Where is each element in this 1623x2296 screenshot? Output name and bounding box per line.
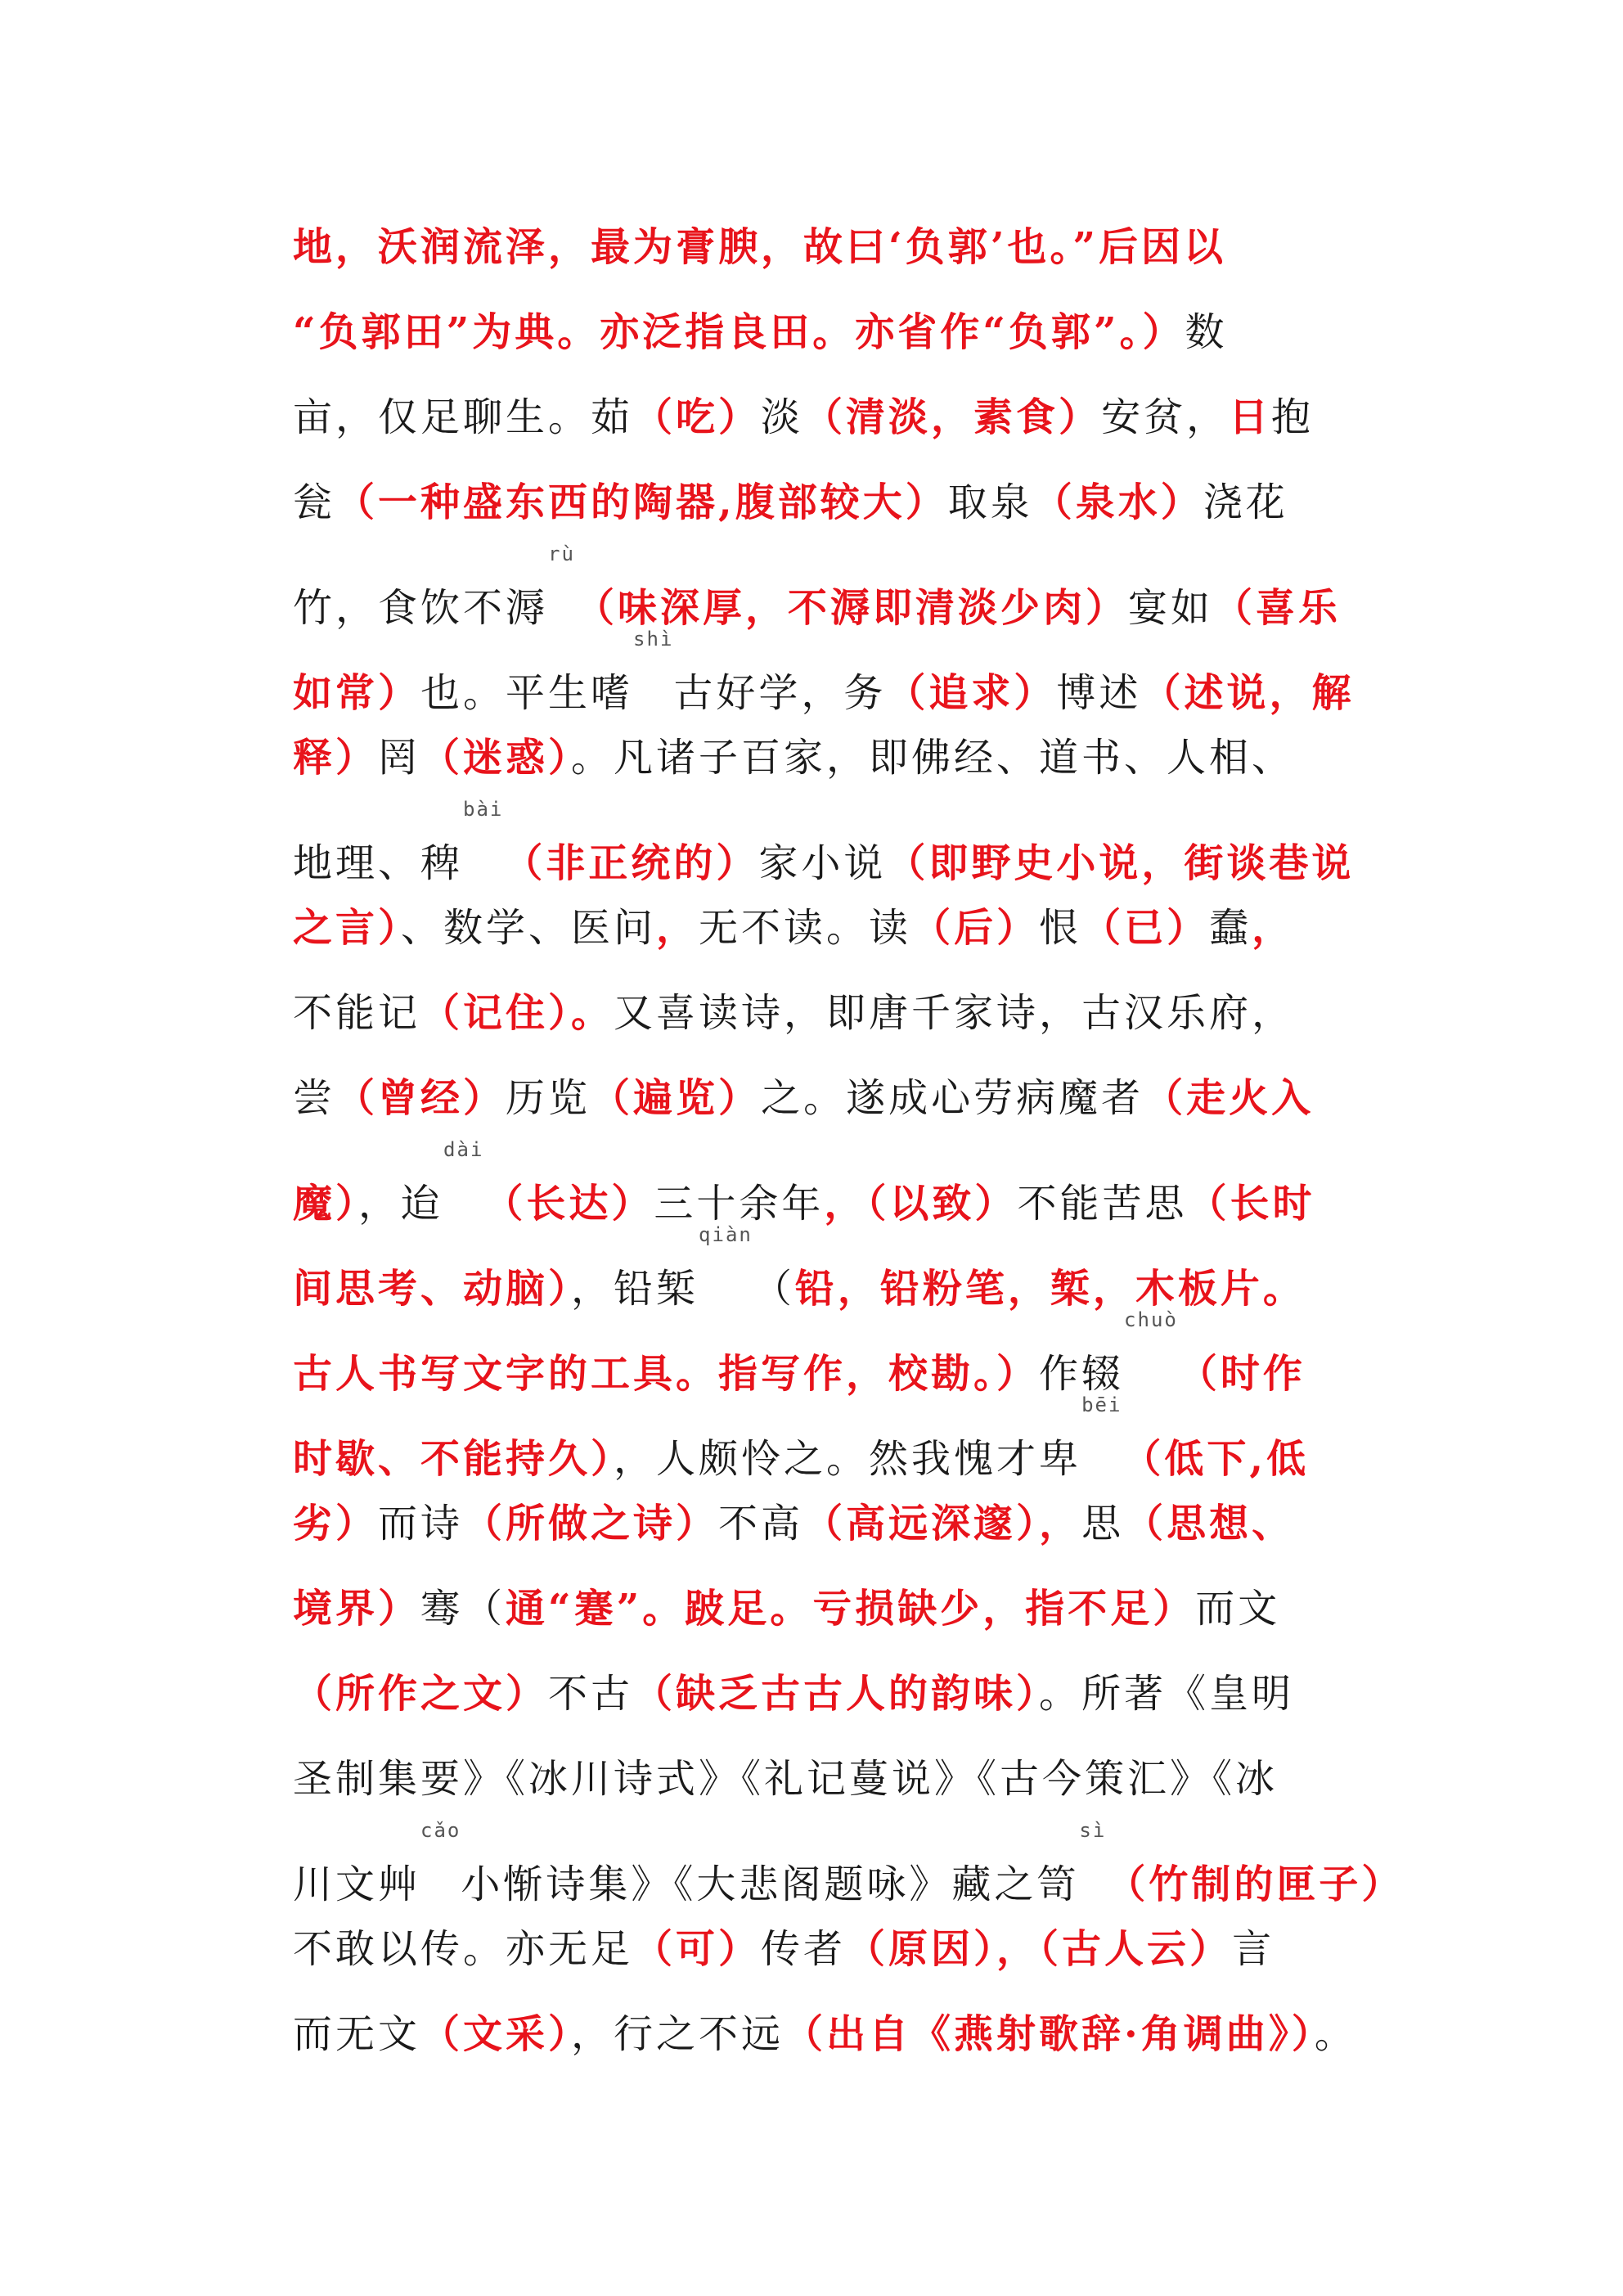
text-line <box>293 375 1389 460</box>
pinyin-annotation: chuò <box>1124 1308 1178 1331</box>
annotated-character <box>1036 1819 1107 1907</box>
original-text: 不能苦思 <box>1017 1181 1188 1227</box>
pinyin-annotation: qiàn <box>699 1223 753 1246</box>
original-text: 历览 <box>506 1075 591 1121</box>
annotation-text: （迷惑） <box>420 735 572 781</box>
annotation-text: （思想、 <box>1124 1501 1295 1546</box>
text-line <box>293 1308 1389 1397</box>
annotation-text: （时作 <box>1177 1351 1306 1397</box>
original-text: 浇花 <box>1203 479 1288 525</box>
annotation-text: （吃） <box>633 394 762 440</box>
original-text: 取泉 <box>947 479 1033 525</box>
character: 艸 <box>378 1862 421 1907</box>
annotation-text: 之言） <box>293 905 402 951</box>
original-text: ， <box>358 1181 402 1227</box>
original-text: 家小说 <box>758 840 887 886</box>
original-text: 不能记 <box>293 990 421 1036</box>
original-text: 淡 <box>761 394 804 440</box>
text-line <box>293 290 1389 375</box>
text-line <box>293 1819 1405 1907</box>
annotation-text: 魔） <box>293 1181 359 1227</box>
original-text: 古好学，务 <box>673 670 887 716</box>
original-text: 、数学、医问 <box>401 905 657 951</box>
original-text: ，铅 <box>571 1266 657 1312</box>
text-line <box>293 1223 1389 1312</box>
original-text: 安贫， <box>1101 394 1230 440</box>
annotated-classical-text <box>293 205 1405 2077</box>
original-text: 博述 <box>1056 670 1142 716</box>
annotation-text: 释） <box>293 735 379 781</box>
annotation-text: （竹制的匣子） <box>1106 1862 1405 1907</box>
original-text: 然我愧才 <box>869 1436 1040 1482</box>
annotation-text: （曾经） <box>335 1075 506 1121</box>
character: 嗜 <box>591 670 634 716</box>
original-text: 无不读。读 <box>699 905 912 951</box>
original-text: 而诗 <box>378 1501 464 1546</box>
original-text: 尝 <box>293 1075 336 1121</box>
original-text: 思 <box>1081 1501 1125 1546</box>
original-text: 小惭诗集》《大悲阁题咏》藏之 <box>461 1862 1037 1907</box>
annotation-text: （长达） <box>483 1181 654 1227</box>
pinyin-annotation: dài <box>443 1138 484 1161</box>
pinyin-annotation: sì <box>1079 1819 1107 1842</box>
character: 卑 <box>1039 1436 1082 1482</box>
annotated-character <box>401 1138 484 1227</box>
character: 笥 <box>1036 1862 1080 1907</box>
text-line <box>293 1907 1389 1992</box>
text-line <box>293 1138 1389 1227</box>
annotation-text: 铅，铅粉笔，椠，木板片。 <box>794 1266 1306 1312</box>
annotation-text: （非正统的） <box>503 840 759 886</box>
pinyin-annotation: cǎo <box>420 1819 461 1842</box>
original-text: 作 <box>1039 1351 1082 1397</box>
pinyin-annotation: bēi <box>1081 1393 1122 1416</box>
annotation-text: （低下,低 <box>1122 1436 1310 1482</box>
annotation-text: （遍览） <box>591 1075 762 1121</box>
original-text: 不敢以传。亦无足 <box>293 1926 634 1972</box>
annotation-text: （缺乏古古人的韵味） <box>633 1671 1040 1717</box>
annotation-text: （记住）。 <box>420 990 614 1036</box>
text-line <box>293 1651 1389 1736</box>
text-line <box>293 205 1389 290</box>
original-text: 竹，食饮不 <box>293 585 506 631</box>
annotation-text: ，（以致） <box>824 1181 1018 1227</box>
original-text: 又喜读诗，即唐千家诗，古汉乐府， <box>614 990 1295 1036</box>
original-text: 抱 <box>1271 394 1315 440</box>
annotated-character <box>506 542 575 631</box>
original-text: 不高 <box>718 1501 804 1546</box>
original-text: ，人颇怜之。 <box>614 1436 870 1482</box>
original-text: 数 <box>1185 309 1228 355</box>
pinyin-annotation: bài <box>463 798 504 821</box>
annotation-text: （所做之诗） <box>463 1501 719 1546</box>
annotation-text: 间思考、动脑） <box>293 1266 572 1312</box>
original-text: 。所著《皇明 <box>1039 1671 1295 1717</box>
character: 溽 <box>506 585 549 631</box>
annotation-text: （泉水） <box>1032 479 1203 525</box>
original-text: 宴如 <box>1127 585 1213 631</box>
character: 辍 <box>1081 1351 1125 1397</box>
text-line <box>293 630 1389 715</box>
original-text: 地理、 <box>293 840 421 886</box>
text-line <box>293 1566 1389 1651</box>
annotation-text: 日 <box>1229 394 1272 440</box>
text-line <box>293 970 1389 1056</box>
original-text: 不古 <box>548 1671 634 1717</box>
annotation-text: （所作之文） <box>293 1671 549 1717</box>
text-line <box>293 1736 1389 1821</box>
character: 迨 <box>401 1181 444 1227</box>
annotation-text: （即野史小说，街谈巷说 <box>886 840 1355 886</box>
annotated-character <box>656 1223 753 1312</box>
annotated-character <box>591 628 674 716</box>
annotation-text: “负郭田”为典。亦泛指良田。亦省作“负郭”。） <box>293 309 1185 355</box>
character: 稗 <box>420 840 464 886</box>
annotation-text: （高远深邃）， <box>803 1501 1082 1546</box>
text-line <box>293 1481 1389 1566</box>
original-text: 亩，仅足聊生。茹 <box>293 394 634 440</box>
text-line <box>293 885 1389 970</box>
original-text: 之。遂成心劳病魔者 <box>761 1075 1144 1121</box>
annotation-text: （可） <box>633 1926 762 1972</box>
original-text: 骞（ <box>420 1586 506 1632</box>
annotation-text: （喜乐 <box>1212 585 1341 631</box>
original-text: 圣制集要》《冰川诗式》《礼记蔓说》《古今策汇》《冰 <box>293 1756 1279 1802</box>
annotation-text: ， <box>656 905 699 951</box>
original-text: 言 <box>1232 1926 1275 1972</box>
annotated-character <box>420 798 504 886</box>
pinyin-annotation: rù <box>548 542 575 565</box>
text-line <box>293 1992 1389 2077</box>
annotation-text: 古人书写文字的工具。指写作，校勘。） <box>293 1351 1040 1397</box>
annotation-text: （后） <box>911 905 1040 951</box>
annotation-text: （走火入 <box>1144 1075 1315 1121</box>
text-line <box>293 460 1389 545</box>
annotation-text: 通“蹇”。跛足。亏损缺少，指不足） <box>506 1586 1196 1632</box>
text-line <box>293 715 1389 800</box>
original-text: 瓮 <box>293 479 336 525</box>
annotation-text: （已） <box>1081 905 1210 951</box>
annotation-text: （文采） <box>420 2011 572 2057</box>
original-text: 。 <box>1314 2011 1357 2057</box>
text-line <box>293 1056 1389 1141</box>
character: 椠 <box>656 1266 699 1312</box>
annotation-text: （原因），（古人云） <box>846 1926 1233 1972</box>
original-text: ，行之不远 <box>571 2011 785 2057</box>
annotated-character <box>1039 1393 1122 1482</box>
original-text: 蠢 <box>1209 905 1252 951</box>
annotated-character <box>1081 1308 1178 1397</box>
annotation-text: 如常） <box>293 670 421 716</box>
original-text: 三十余年 <box>654 1181 825 1227</box>
annotation-text: （述说，解 <box>1141 670 1355 716</box>
annotation-text: ， <box>1252 905 1295 951</box>
pinyin-annotation: shì <box>633 628 674 651</box>
original-text: 恨 <box>1039 905 1082 951</box>
text-line <box>293 1393 1389 1482</box>
annotation-text: （味深厚，不溽即清淡少肉） <box>574 585 1128 631</box>
original-text: 也。平生 <box>420 670 591 716</box>
annotation-text: 地，沃润流泽，最为膏腴，故曰‘负郭’也。”后因以 <box>293 224 1227 270</box>
text-line <box>293 800 1389 885</box>
original-text: 川文 <box>293 1862 379 1907</box>
annotation-text: （一种盛东西的陶器,腹部较大） <box>335 479 948 525</box>
annotation-text: （长时 <box>1187 1181 1315 1227</box>
annotation-text: （追求） <box>886 670 1057 716</box>
annotation-text: （出自《燕射歌辞·角调曲》） <box>784 2011 1315 2057</box>
annotation-text: 劣） <box>293 1501 379 1546</box>
original-text: 而文 <box>1195 1586 1281 1632</box>
text-line <box>293 542 1389 631</box>
annotation-text: 时歇、不能持久） <box>293 1436 614 1482</box>
original-text: 传者 <box>761 1926 847 1972</box>
annotation-text: 境界） <box>293 1586 421 1632</box>
annotation-text: （清淡，素食） <box>803 394 1102 440</box>
original-text: 罔 <box>378 735 421 781</box>
original-text: （ <box>752 1266 795 1312</box>
original-text: 而无文 <box>293 2011 421 2057</box>
original-text: 。凡诸子百家，即佛经、道书、人相、 <box>571 735 1295 781</box>
annotated-character <box>378 1819 461 1907</box>
